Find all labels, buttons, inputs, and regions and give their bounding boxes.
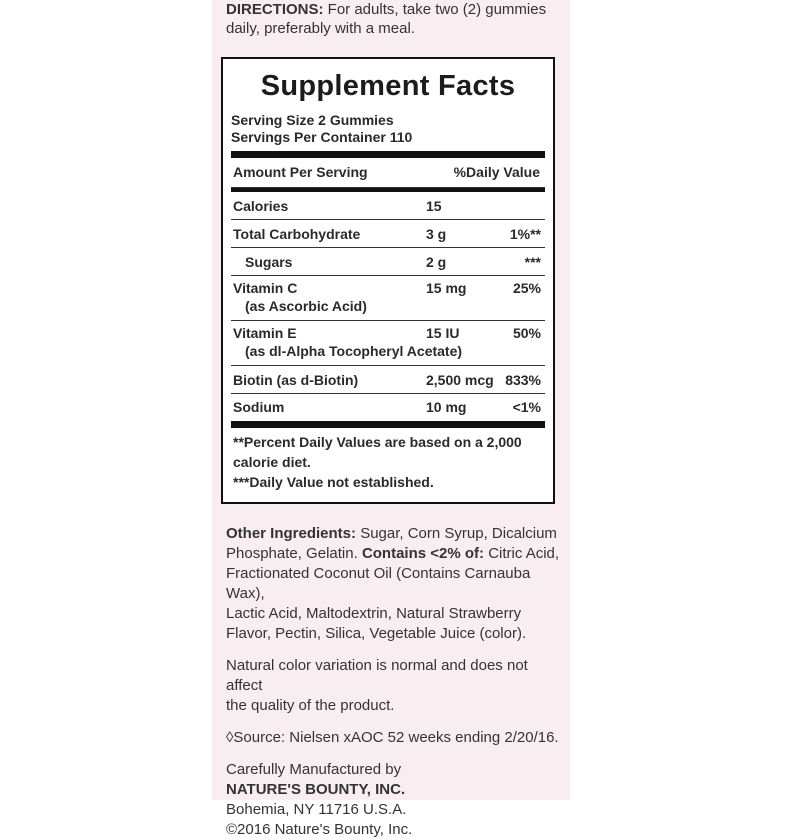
supplement-facts-panel (221, 57, 555, 504)
header-daily-value: %Daily Value (453, 164, 540, 180)
nutrient-amount: 15 (426, 198, 442, 214)
facts-footnotes (231, 432, 545, 492)
ingredients-line-1: Sugar, Corn Syrup, Dicalcium (360, 525, 557, 542)
nutrient-dv: *** (524, 254, 541, 270)
nutrient-dv: 25% (512, 280, 541, 296)
directions-line-2: daily, preferably with a meal. (226, 20, 415, 37)
nutrient-amount: 2 g (426, 254, 447, 270)
nutrient-dv: <1% (512, 399, 541, 415)
ingredients-line-2a: Phosphate, Gelatin. (226, 545, 358, 562)
nutrient-amount: 15 mg (426, 280, 467, 296)
serving-size: Serving Size 2 Gummies (231, 112, 394, 128)
nutrient-row (231, 276, 545, 321)
nutrient-row (231, 366, 545, 394)
header-amount: Amount Per Serving (233, 164, 368, 180)
manufacturer-address: Bohemia, NY 11716 U.S.A. (226, 801, 407, 818)
footnote-calorie-diet: calorie diet. (233, 454, 311, 470)
nutrient-subname: (as dl-Alpha Tocopheryl Acetate) (245, 343, 463, 359)
nutrient-dv: 833% (505, 372, 541, 388)
servings-per-container: Servings Per Container 110 (231, 129, 413, 145)
manufacturer-line-1: Carefully Manufactured by (226, 761, 402, 778)
nutrient-name: Sugars (245, 254, 293, 270)
nutrient-row (231, 220, 545, 248)
nutrient-amount: 15 IU (426, 325, 460, 341)
source-note: ◊Source: Nielsen xAOC 52 weeks ending 2/20/16. (226, 729, 559, 746)
nutrient-name: Vitamin E (233, 325, 297, 341)
nutrient-dv: 1%** (509, 226, 541, 242)
nutrient-dv: 50% (512, 325, 541, 341)
nutrient-name: Biotin (as d-Biotin) (233, 372, 359, 388)
nutrient-subname: (as Ascorbic Acid) (245, 298, 367, 314)
footnote-not-established: ***Daily Value not established. (233, 474, 434, 490)
other-ingredients-label: Other Ingredients: (226, 525, 357, 542)
ingredients-line-4: Lactic Acid, Maltodextrin, Natural Strawberry (226, 605, 522, 622)
directions-label: DIRECTIONS: (226, 1, 324, 18)
ingredients-line-2c: Citric Acid, (488, 545, 560, 562)
directions-line-1: For adults, take two (2) gummies (327, 1, 547, 18)
color-note-line-1: Natural color variation is normal and does not affect (226, 657, 528, 694)
footnote-daily-values: **Percent Daily Values are based on a 2,000 (233, 434, 522, 450)
contains-label: Contains <2% of: (361, 545, 485, 562)
facts-title: Supplement Facts (260, 70, 516, 102)
nutrient-name: Calories (233, 198, 289, 214)
nutrient-amount: 3 g (426, 226, 447, 242)
nutrient-name: Vitamin C (233, 280, 298, 296)
divider-thick (231, 421, 545, 428)
color-note-line-2: the quality of the product. (226, 697, 395, 714)
ingredients-line-3: Fractionated Coconut Oil (Contains Carnauba Wax), (226, 565, 531, 602)
nutrient-amount: 10 mg (426, 399, 467, 415)
copyright: ©2016 Nature's Bounty, Inc. (226, 821, 413, 838)
serving-info (231, 112, 545, 146)
nutrient-amount: 2,500 mcg (426, 372, 494, 388)
nutrient-row (231, 192, 545, 220)
facts-header-row (231, 158, 545, 188)
divider-thick (231, 151, 545, 158)
nutrient-row (231, 321, 545, 366)
nutrient-row (231, 248, 545, 276)
nutrient-name: Sodium (233, 399, 285, 415)
nutrient-name: Total Carbohydrate (233, 226, 361, 242)
ingredients-line-5: Flavor, Pectin, Silica, Vegetable Juice (color). (226, 625, 527, 642)
nutrient-row (231, 394, 545, 421)
other-ingredients-section (226, 524, 561, 840)
manufacturer-name: NATURE'S BOUNTY, INC. (226, 781, 406, 798)
directions-text (226, 0, 561, 38)
